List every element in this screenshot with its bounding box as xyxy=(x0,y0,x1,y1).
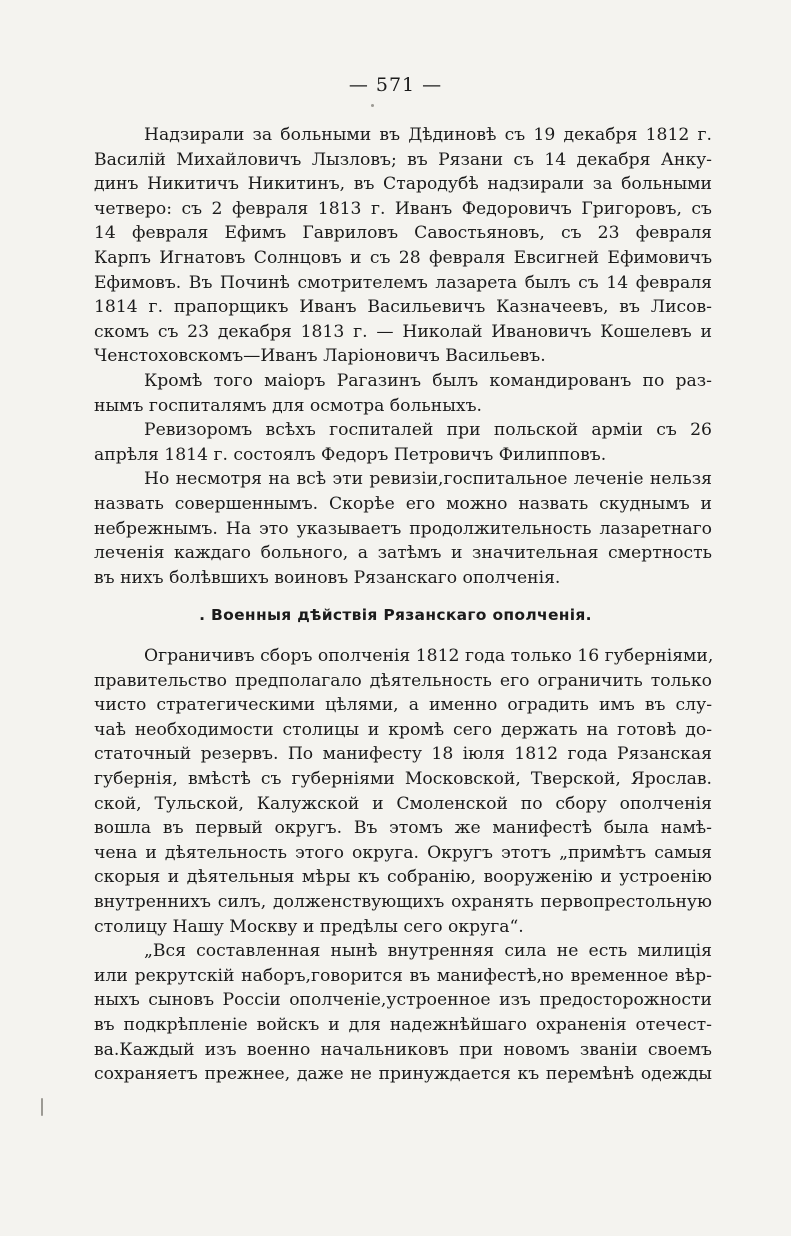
text-line: небрежнымъ. На это указываетъ продолжительность лазаретнаго xyxy=(94,518,712,539)
text-line: ской, Тульской, Калужской и Смоленской по сбору ополченія xyxy=(94,793,712,814)
text-line: Василій Михайловичъ Лызловъ; въ Рязани съ 14 декабря Анку- xyxy=(94,149,712,170)
text-block-hospitals xyxy=(94,123,712,590)
paragraph xyxy=(94,369,712,418)
text-line: скорыя и дѣятельныя мѣры къ собранію, вооруженію и устроенію xyxy=(94,867,712,888)
text-line: „Вся составленная нынѣ внутренняя сила не есть милиція xyxy=(144,941,712,962)
text-line: Ревизоромъ всѣхъ госпиталей при польской арміи съ 26 xyxy=(144,420,712,441)
text-line: губернія, вмѣстѣ съ губерніями Московской, Тверской, Ярослав. xyxy=(94,768,712,789)
text-line: Ефимовъ. Въ Починѣ смотрителемъ лазарета былъ съ 14 февраля xyxy=(94,272,712,293)
scan-speck xyxy=(371,104,374,107)
section-heading: . Военныя дѣйствія Рязанскаго ополченія. xyxy=(199,606,592,624)
text-line: чаѣ необходимости столицы и кромѣ сего держать на готовѣ до- xyxy=(94,719,712,740)
text-line: Ченстоховскомъ—Иванъ Ларіоновичъ Васильевъ. xyxy=(94,346,546,367)
text-line: 1814 г. прапорщикъ Иванъ Васильевичъ Казначеевъ, въ Лисов- xyxy=(94,297,712,318)
text-line: четверо: съ 2 февраля 1813 г. Иванъ Федоровичъ Григоровъ, съ xyxy=(94,198,712,219)
page-number: — 571 — xyxy=(348,74,443,96)
paragraph xyxy=(94,123,712,369)
text-line: Кромѣ того маіоръ Рагазинъ былъ командированъ по раз- xyxy=(144,370,712,391)
text-line: 14 февраля Ефимъ Гавриловъ Савостьяновъ, съ 23 февраля xyxy=(94,223,712,244)
text-line: леченія каждаго больного, а затѣмъ и значительная смертность xyxy=(94,543,712,564)
text-line: сохраняетъ прежнее, даже не принуждается къ перемѣнѣ одежды xyxy=(94,1064,712,1085)
text-line: Ограничивъ сборъ ополченія 1812 года только 16 губерніями, xyxy=(144,646,714,666)
text-line: чисто стратегическими цѣлями, а именно оградить имъ въ слу- xyxy=(94,695,712,716)
text-line: Надзирали за больными въ Дѣдиновѣ съ 19 декабря 1812 г. xyxy=(144,125,712,145)
text-line: апрѣля 1814 г. состоялъ Федоръ Петровичъ Филипповъ. xyxy=(94,444,607,465)
paragraph xyxy=(94,418,712,467)
text-line: Но несмотря на всѣ эти ревизіи,госпитальное леченіе нельзя xyxy=(144,469,712,490)
text-line: динъ Никитичъ Никитинъ, въ Стародубѣ надзирали за больными xyxy=(94,174,712,195)
text-line: внутреннихъ силъ, долженствующихъ охранять первопрестольную xyxy=(94,891,712,912)
text-line: въ нихъ болѣвшихъ воиновъ Рязанскаго ополченія. xyxy=(94,567,561,588)
paragraph xyxy=(94,467,712,590)
text-line: ва.Каждый изъ военно начальниковъ при новомъ званіи своемъ xyxy=(94,1039,712,1060)
text-line: скомъ съ 23 декабря 1813 г. — Николай Ивановичъ Кошелевъ и xyxy=(94,321,712,342)
text-line: или рекрутскій наборъ,говорится въ манифестѣ,но временное вѣр- xyxy=(94,965,712,986)
text-line: столицу Нашу Москву и предѣлы сего округа“. xyxy=(94,916,524,937)
text-line: Карпъ Игнатовъ Солнцовъ и съ 28 февраля Евсигней Ефимовичъ xyxy=(94,247,712,268)
text-line: назвать совершеннымъ. Скорѣе его можно назвать скуднымъ и xyxy=(94,493,712,514)
text-line: ныхъ сыновъ Россіи ополченіе,устроенное изъ предосторожности xyxy=(94,990,712,1011)
text-line: статочный резервъ. По манифесту 18 іюля 1812 года Рязанская xyxy=(94,744,712,765)
text-line: нымъ госпиталямъ для осмотра больныхъ. xyxy=(94,395,482,416)
scan-speck xyxy=(41,1098,43,1116)
text-line: правительство предполагало дѣятельность его ограничить только xyxy=(94,670,712,691)
text-line: въ подкрѣпленіе войскъ и для надежнѣйшаго охраненія отечест- xyxy=(94,1014,712,1035)
text-block-military-actions xyxy=(94,644,712,1087)
text-line: вошла въ первый округъ. Въ этомъ же манифестѣ была намѣ- xyxy=(94,818,712,839)
paragraph xyxy=(94,939,712,1087)
text-line: чена и дѣятельность этого округа. Округъ этотъ „примѣтъ самыя xyxy=(94,842,712,863)
paragraph xyxy=(94,644,712,939)
